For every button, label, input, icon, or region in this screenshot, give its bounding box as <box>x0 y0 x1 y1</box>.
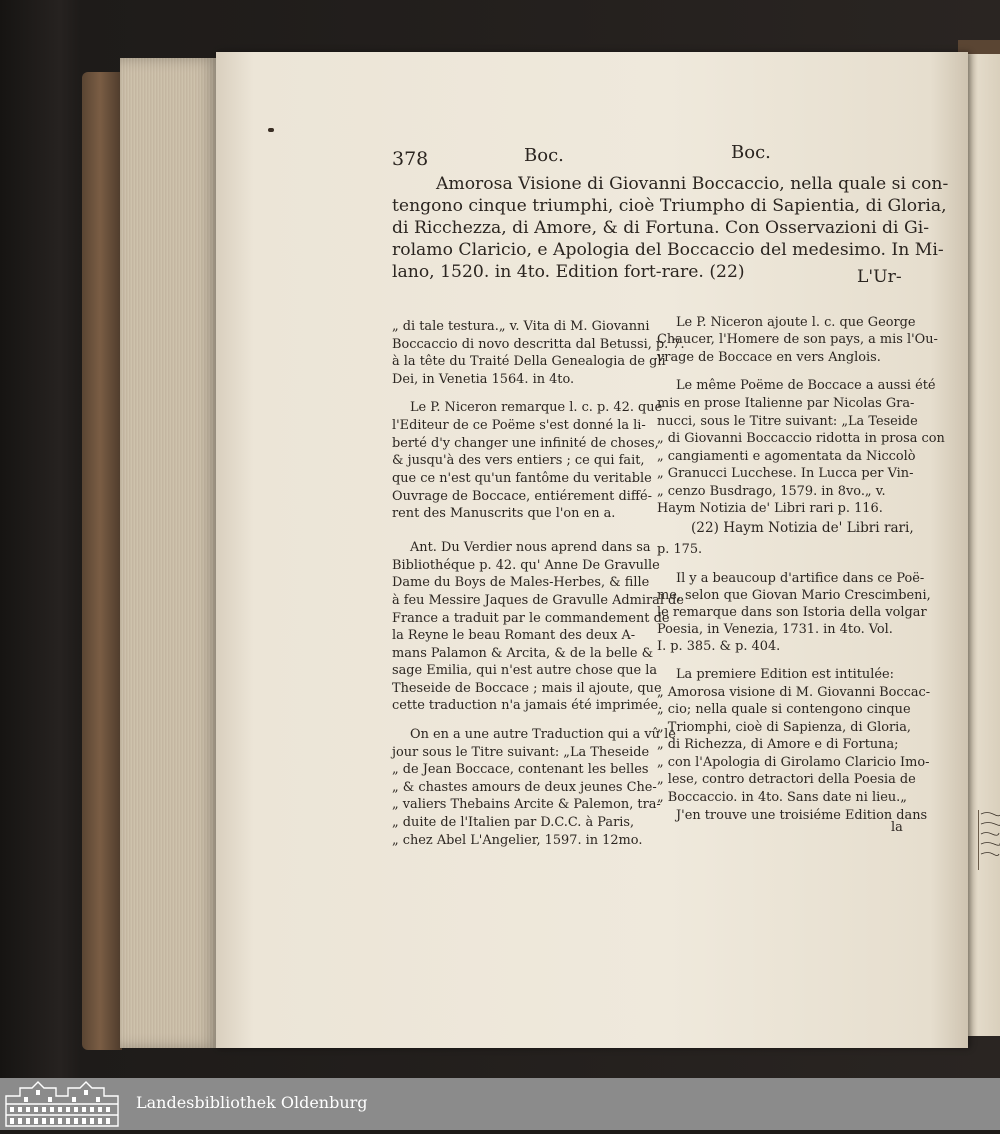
text-line: cette traduction n'a jamais été imprimée. <box>392 698 663 713</box>
ink-spot <box>268 128 274 132</box>
text-line: Le P. Niceron remarque l. c. p. 42. que <box>410 400 663 415</box>
library-name: Landesbibliothek Oldenburg <box>136 1093 368 1112</box>
text-line: On en a une autre Traduction qui a vû le <box>410 727 676 742</box>
text-line: Ant. Du Verdier nous aprend dans sa <box>410 540 651 555</box>
text-line: „ Granucci Lucchese. In Lucca per Vin- <box>657 466 914 481</box>
text-line: Boccaccio di novo descritta dal Betussi, p. 7. <box>392 337 685 352</box>
text-line: jour sous le Titre suivant: „La Theseide <box>392 745 650 760</box>
text-line: Theseide de Boccace ; mais il ajoute, que <box>392 681 662 696</box>
main-entry-line: Amorosa Visione di Giovanni Boccaccio, nella quale si con- <box>436 174 949 194</box>
main-entry-line: di Ricchezza, di Amore, & di Fortuna. Con Osservazioni di Gi- <box>392 218 930 238</box>
text-line: J'en trouve une troisiéme Edition dans <box>676 808 928 823</box>
text-line: mans Palamon & Arcita, & de la belle & <box>392 646 654 661</box>
text-line: Dei, in Venetia 1564. in 4to. <box>392 372 575 387</box>
text-line: „ chez Abel L'Angelier, 1597. in 12mo. <box>392 833 643 848</box>
footer-bar <box>0 1078 1000 1130</box>
catchword-right: la <box>891 820 903 835</box>
facing-page-edge <box>966 46 1000 1036</box>
text-line: me, selon que Giovan Mario Crescimbeni, <box>657 588 931 603</box>
text-line: Poesia, in Venezia, 1731. in 4to. Vol. <box>657 622 893 637</box>
running-head-right: Boc. <box>731 142 771 163</box>
text-line: à la tête du Traité Della Genealogia de gli <box>392 354 666 369</box>
text-line: sage Emilia, qui n'est autre chose que la <box>392 663 658 678</box>
text-line: „ Triomphi, cioè di Sapienza, di Gloria, <box>657 720 912 735</box>
handwritten-margin-note <box>978 810 1000 870</box>
text-line: „ con l'Apologia di Girolamo Claricio Imo- <box>657 755 930 770</box>
text-line: Le P. Niceron ajoute l. c. que George <box>676 315 916 330</box>
text-line: I. p. 385. & p. 404. <box>657 639 781 654</box>
text-line: le remarque dans son Istoria della volgar <box>657 605 927 620</box>
text-line: France a traduit par le commandement de <box>392 611 670 626</box>
text-line: La premiere Edition est intitulée: <box>676 667 894 682</box>
text-line: Dame du Boys de Males-Herbes, & fille <box>392 575 650 590</box>
text-line: berté d'y changer une infinité de choses, <box>392 436 659 451</box>
text-line: Ouvrage de Boccace, entiérement diffé- <box>392 489 652 504</box>
text-line: „ cio; nella quale si contengono cinque <box>657 702 911 717</box>
text-line: „ cangiamenti e agomentata da Niccolò <box>657 449 916 464</box>
text-line: rent des Manuscrits que l'on en a. <box>392 506 616 521</box>
text-line: l'Editeur de ce Poëme s'est donné la li- <box>392 418 646 433</box>
text-line: Chaucer, l'Homere de son pays, a mis l'Ou- <box>657 332 938 347</box>
text-line: Le même Poëme de Boccace a aussi été <box>676 378 936 393</box>
margin-scribble-icon <box>979 810 1000 870</box>
text-line: mis en prose Italienne par Nicolas Gra- <box>657 396 915 411</box>
text-line: à feu Messire Jaques de Gravulle Admiral de <box>392 593 684 608</box>
text-line: „ de Jean Boccace, contenant les belles <box>392 762 649 777</box>
text-line: Haym Notizia de' Libri rari p. 116. <box>657 501 883 516</box>
text-line: „ valiers Thebains Arcite & Palemon, tra- <box>392 797 661 812</box>
text-line: que ce n'est qu'un fantôme du veritable <box>392 471 652 486</box>
text-line: „ cenzo Busdrago, 1579. in 8vo.„ v. <box>657 484 886 499</box>
text-line: & jusqu'à des vers entiers ; ce qui fait, <box>392 453 645 468</box>
text-line: „ duite de l'Italien par D.C.C. à Paris, <box>392 815 635 830</box>
footnote-line: (22) Haym Notizia de' Libri rari, <box>691 520 914 536</box>
main-entry-line: lano, 1520. in 4to. Edition fort-rare. (22) <box>392 262 745 282</box>
text-line: „ Boccaccio. in 4to. Sans date ni lieu.„ <box>657 790 907 805</box>
text-line: „ lese, contro detractori della Poesia de <box>657 772 916 787</box>
text-line: la Reyne le beau Romant des deux A- <box>392 628 636 643</box>
footnote-line: p. 175. <box>657 542 703 557</box>
running-head-left: Boc. <box>524 145 564 166</box>
text-line: Il y a beaucoup d'artifice dans ce Poë- <box>676 571 925 586</box>
text-line: „ Amorosa visione di M. Giovanni Boccac- <box>657 685 931 700</box>
page-edges <box>120 58 218 1048</box>
book-cover-left <box>82 72 122 1050</box>
library-building-logo-icon <box>0 1078 124 1130</box>
text-line: „ di tale testura.„ v. Vita di M. Giovanni <box>392 319 650 334</box>
text-line: „ di Richezza, di Amore e di Fortuna; <box>657 737 899 752</box>
main-entry-line: tengono cinque triumphi, cioè Triumpho di Sapientia, di Gloria, <box>392 196 947 216</box>
page-number: 378 <box>392 148 429 170</box>
text-line: „ & chastes amours de deux jeunes Che- <box>392 780 657 795</box>
main-entry-line: rolamo Claricio, e Apologia del Boccaccio del medesimo. In Mi- <box>392 240 944 260</box>
text-line: nucci, sous le Titre suivant: „La Teseide <box>657 414 918 429</box>
catchword: L'Ur- <box>857 267 902 287</box>
text-line: „ di Giovanni Boccaccio ridotta in prosa con <box>657 431 945 446</box>
text-line: Bibliothéque p. 42. qu' Anne De Gravulle <box>392 558 660 573</box>
text-line: vrage de Boccace en vers Anglois. <box>657 350 881 365</box>
